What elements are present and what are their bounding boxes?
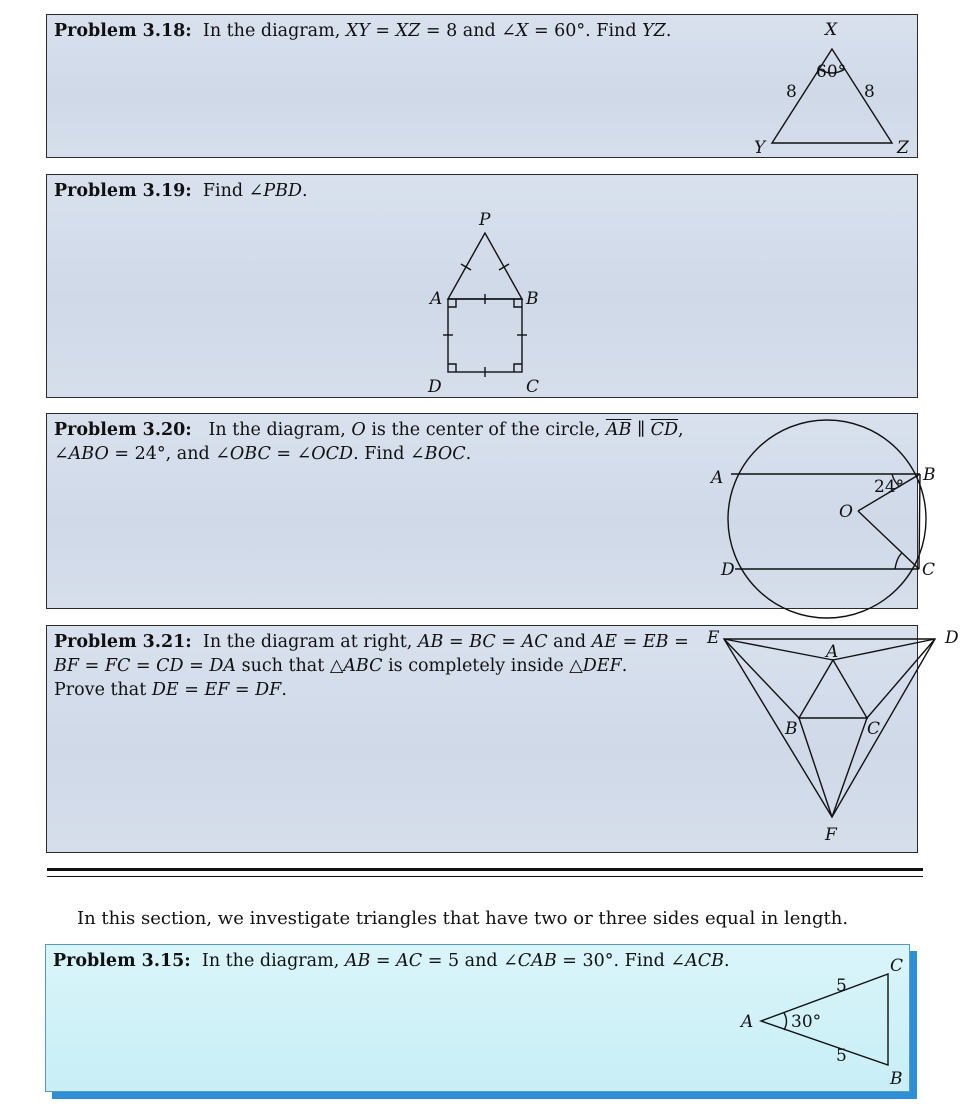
problem-label: Problem 3.15: [53,951,191,971]
problem-3-19-box [46,174,918,398]
problem-3-19-statement [54,179,308,203]
vertex-label-e: E [707,628,720,648]
triangle-abc [799,660,867,718]
vertex-label-c: C [922,560,936,580]
problem-3-21-box [46,625,959,853]
problem-label: Problem 3.21: [54,632,192,652]
vertex-label-a: A [826,642,839,662]
triangle-pab [448,233,522,299]
vertex-label-f: F [825,825,837,845]
section-intro-text: In this section, we investigate triangles that have two or three sides equal in length. [77,908,849,929]
section-rule-thin [47,876,923,877]
problem-label: Problem 3.18: [54,21,192,41]
vertex-label-a: A [430,289,443,309]
problem-3-20-box [46,413,936,609]
vertex-label-d: D [945,628,959,648]
vertex-label-z: Z [897,138,909,158]
problem-text: In the diagram, O is the center of the circle, $\overline{AB}$ ∥ $\overline{CD}$, ∠ABO = 24°, and ∠OBC = ∠OCD. Find ∠BOC. [54,420,684,464]
segment-oc [858,511,919,569]
angle-arc-ocd [895,553,902,569]
right-angle-c [514,364,522,372]
triangle-xyz-diagram [747,15,919,159]
circle-diagram [697,414,936,610]
side-label-xy: 8 [786,82,797,102]
triangles-def-abc-diagram [647,626,959,854]
problem-text: In the diagram, XY = XZ = 8 and ∠X = 60°. Find YZ. [202,21,672,41]
vertex-label-a: A [711,468,724,488]
isosceles-triangle-diagram [686,945,911,1093]
tick-pa [461,264,471,270]
vertex-label-d: D [721,560,735,580]
vertex-label-c: C [526,377,540,397]
problem-3-21-statement [54,630,689,702]
square-triangle-diagram [407,203,607,399]
center-label-o: O [839,502,853,522]
problem-3-18-box [46,14,918,158]
section-rule-thick [47,868,923,871]
problem-text: In the diagram, AB = AC = 5 and ∠CAB = 30°. Find ∠ACB. [201,951,730,971]
vertex-label-x: X [825,20,838,40]
angle-arc-a [784,1013,787,1030]
problem-text: Find ∠PBD. [202,181,308,201]
problem-3-20-statement [54,418,684,466]
vertex-label-b: B [923,465,936,485]
problem-3-15-statement [53,949,730,973]
vertex-label-b: B [785,719,798,739]
square-abcd [448,299,522,372]
problem-3-18-statement [54,19,671,43]
vertex-label-c: C [890,956,904,976]
vertex-label-y: Y [754,138,766,158]
vertex-label-a: A [741,1012,754,1032]
segment-bc [919,474,920,569]
side-label-xz: 8 [864,82,875,102]
vertex-label-b: B [526,289,539,309]
tick-pb [499,264,509,270]
angle-label-abo: 24° [874,477,905,497]
problem-label: Problem 3.20: [54,420,192,440]
right-angle-d [448,364,456,372]
angle-label-a: 30° [791,1012,822,1032]
vertex-label-c: C [867,719,881,739]
angle-label-x: 60° [816,62,847,82]
problem-label: Problem 3.19: [54,181,192,201]
right-angle-b [514,299,522,307]
side-label-ab: 5 [836,1046,847,1066]
triangle-abc [761,974,888,1065]
circle-o [728,420,926,618]
side-label-ac: 5 [836,976,847,996]
segment-fc [832,718,867,817]
segment-fb [799,718,832,817]
vertex-label-p: P [479,210,491,230]
vertex-label-d: D [428,377,442,397]
right-angle-a [448,299,456,307]
problem-text: In the diagram at right, AB = BC = AC and AE = EB = BF = FC = CD = DA such that △ABC is completely inside △DEF. Prove that DE = EF = DF. [54,632,689,700]
vertex-label-b: B [890,1069,903,1089]
problem-3-15-box [45,944,910,1092]
